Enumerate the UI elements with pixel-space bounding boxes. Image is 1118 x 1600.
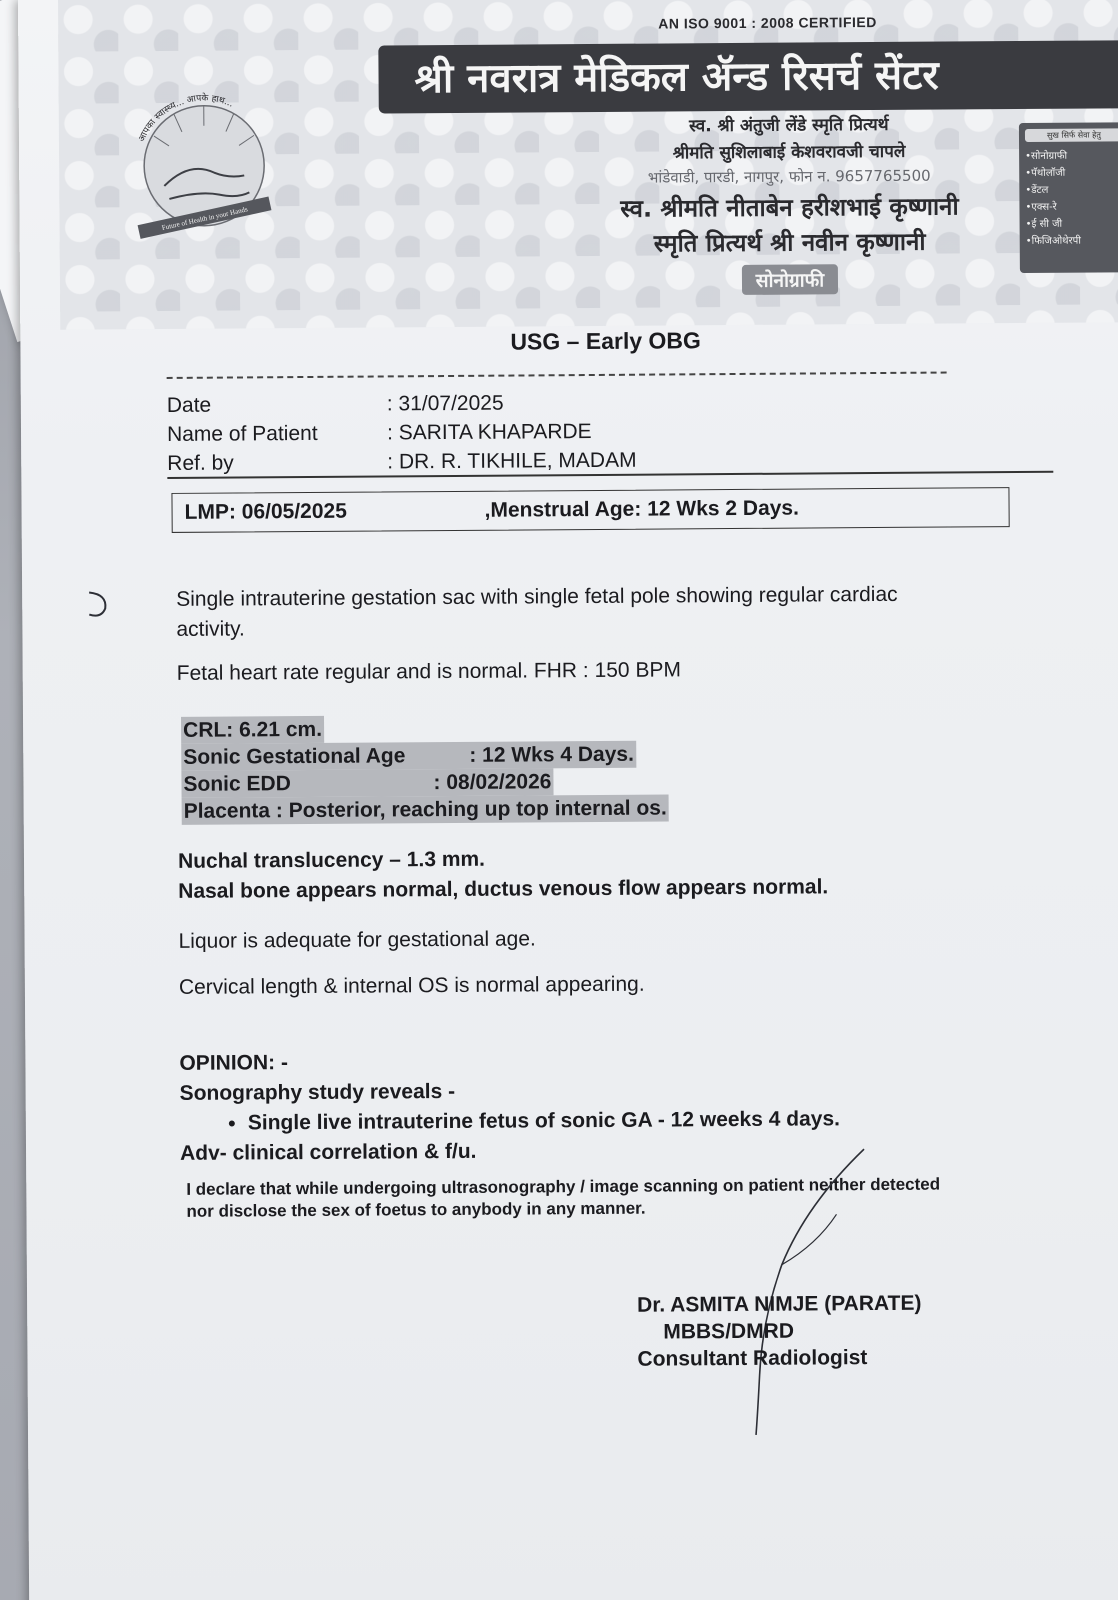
report-title: USG – Early OBG	[510, 327, 701, 355]
opinion-bullet: • Single live intrauterine fetus of sonic GA - 12 weeks 4 days.	[248, 1104, 840, 1138]
nuchal-section	[178, 842, 828, 907]
pen-mark-icon	[77, 584, 117, 624]
fetal-heart-rate-finding: Fetal heart rate regular and is normal. FHR : 150 BPM	[176, 658, 681, 685]
sonic-ga-value: : 12 Wks 4 Days.	[469, 742, 634, 767]
signatory-qualification: MBBS/DMRD	[663, 1319, 795, 1344]
signatory-designation: Consultant Radiologist	[637, 1346, 868, 1371]
nuchal-translucency: Nuchal translucency – 1.3 mm.	[177, 847, 486, 873]
ref-value: : DR. R. TIKHILE, MADAM	[387, 448, 637, 474]
date-label: Date	[166, 393, 212, 417]
service-item: • डेंटल	[1025, 181, 1118, 196]
service-item: • ई सी जी	[1026, 215, 1118, 230]
memorial-line-1: स्व. श्री अंतुजी लेंडे स्मृति प्रित्यर्थ	[689, 114, 889, 137]
logo-motto-top: आपका स्वास्थ्य... आपके हाथ...	[137, 93, 235, 144]
center-name-banner	[378, 40, 1118, 113]
ref-row	[167, 446, 637, 478]
sex-determination-declaration: I declare that while undergoing ultrasonography / image scanning on patient neither detected nor disclose the sex of foetus to anybody in any manner.	[186, 1174, 941, 1221]
patient-name-label: Name of Patient	[166, 421, 318, 446]
advice-line: Adv- clinical correlation & f/u.	[179, 1139, 477, 1165]
iso-certification: AN ISO 9001 : 2008 CERTIFIED	[658, 14, 877, 32]
service-item: • एक्स-रे	[1025, 198, 1118, 213]
services-header: सुख सिर्फ सेवा हेतु	[1025, 128, 1118, 142]
hands-logo-icon	[119, 80, 290, 251]
report-paper	[18, 0, 1118, 1600]
date-row	[167, 388, 637, 420]
signatory-name: Dr. ASMITA NIMJE (PARATE)	[637, 1291, 922, 1317]
opinion-list	[180, 1104, 840, 1139]
department-badge: सोनोग्राफी	[742, 264, 839, 295]
sonic-edd-label: Sonic EDD	[183, 772, 291, 796]
memorial-line-3: स्व. श्रीमति नीताबेन हरीशभाई कृष्णानी	[620, 192, 959, 223]
opinion-intro: Sonography study reveals -	[179, 1079, 456, 1105]
sonic-ga-label: Sonic Gestational Age	[183, 744, 406, 769]
center-name: श्री नवरात्र मेडिकल ॲन्ड रिसर्च सेंटर	[414, 52, 939, 103]
patient-info	[167, 388, 637, 478]
service-item: • सोनोग्राफी	[1025, 147, 1118, 162]
service-item: • पॅथोलॉजी	[1025, 164, 1118, 179]
liquor-section	[178, 924, 644, 1019]
ref-label: Ref. by	[167, 451, 234, 475]
gestation-sac-finding: Single intrauterine gestation sac with single fetal pole showing regular cardiac activity.	[176, 582, 898, 641]
nasal-bone-finding: Nasal bone appears normal, ductus venous flow appears normal.	[178, 875, 829, 903]
signatory-block	[637, 1290, 922, 1373]
center-address: भांडेवाडी, पारडी, नागपुर, फोन न. 9657765500	[647, 166, 931, 187]
date-value: : 31/07/2025	[386, 391, 504, 416]
memorial-block	[559, 111, 1020, 296]
lmp-date: LMP: 06/05/2025	[184, 499, 347, 524]
patient-name-row	[167, 417, 637, 449]
opinion-heading: OPINION: -	[179, 1051, 289, 1075]
memorial-line-4: स्मृति प्रित्यर्थ श्री नवीन कृष्णानी	[653, 227, 926, 258]
lmp-box	[171, 487, 1009, 533]
cervical-finding: Cervical length & internal OS is normal appearing.	[178, 972, 645, 999]
logo-motto-bottom: Future of Health in your Hands	[161, 205, 249, 233]
highlighted-measurements	[181, 713, 669, 824]
services-panel	[1019, 122, 1118, 273]
sonic-edd-value: : 08/02/2026	[433, 770, 552, 795]
service-item: • फिजिओथेरपी	[1026, 232, 1118, 247]
findings-section	[176, 580, 937, 703]
placenta-finding: Placenta : Posterior, reaching up top internal os.	[182, 794, 669, 824]
patient-name-value: : SARITA KHAPARDE	[386, 420, 592, 445]
memorial-line-2: श्रीमति सुशिलाबाई केशवरावजी चापले	[672, 141, 906, 164]
crl-value: CRL: 6.21 cm.	[181, 716, 324, 744]
menstrual-age: ,Menstrual Age: 12 Wks 2 Days.	[484, 496, 799, 522]
liquor-finding: Liquor is adequate for gestational age.	[178, 927, 536, 953]
dashed-divider	[167, 372, 947, 379]
